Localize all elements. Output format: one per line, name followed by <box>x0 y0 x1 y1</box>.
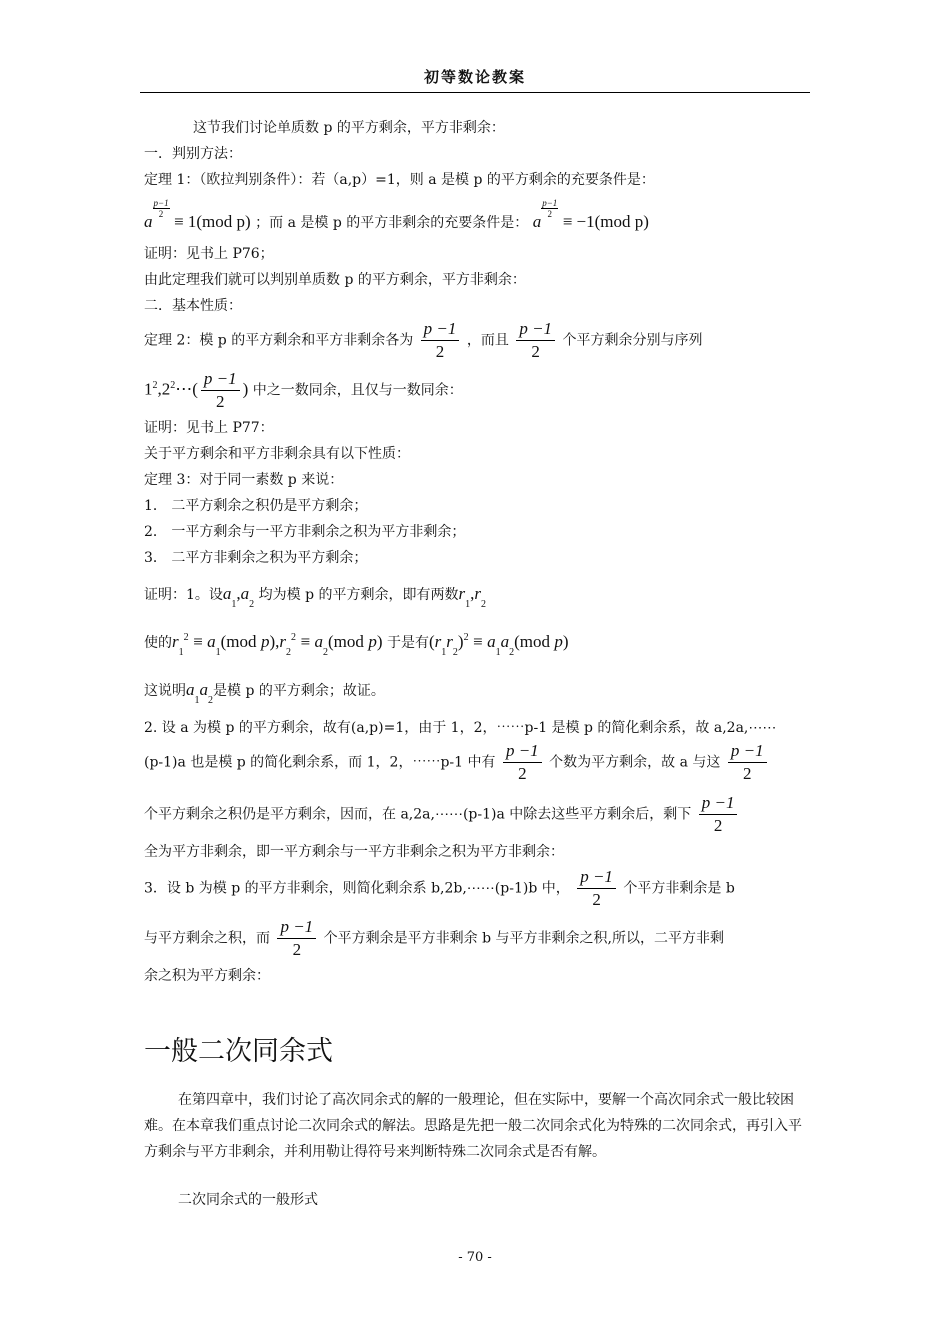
list-item: 2． 一平方剩余与一平方非剩余之积为平方非剩余； <box>144 524 466 540</box>
fraction: $\frac{p -1}{2}$ <box>277 916 316 961</box>
page-number: - 70 - <box>458 1250 492 1265</box>
part-2-line-4: 全为平方非剩余，即一平方剩余与一平方非剩余之积为平方非剩余： <box>144 844 564 860</box>
consequence-text: 由此定理我们就可以判别单质数 p 的平方剩余，平方非剩余： <box>144 272 526 288</box>
fraction: $\frac{p -1}{2}$ <box>577 866 616 911</box>
formula-base: a <box>144 212 153 231</box>
subheading: 二次同余式的一般形式 <box>178 1192 318 1208</box>
fraction: $\frac{p -1}{2}$ <box>728 740 767 785</box>
section-heading-properties: 二．基本性质： <box>144 298 242 314</box>
part-2-line-2: (p-1)a 也是模 p 的简化剩余系，而 1，2，⋯⋯p-1 中有 $\frac{p -1}{2}$ 个数为平方剩余，故 a 与这 $\frac{p -1}{2}$ <box>144 740 770 785</box>
fraction: $\frac{p -1}{2}$ <box>201 368 240 413</box>
properties-intro: 关于平方剩余和平方非剩余具有以下性质： <box>144 446 410 462</box>
section-title: 一般二次同余式 <box>144 1036 333 1067</box>
fraction: $\frac{p -1}{2}$ <box>516 318 555 363</box>
formula-middle-text: ；而 a 是模 p 的平方非剩余的充要条件是： <box>255 215 529 231</box>
fraction: $\frac{p -1}{2}$ <box>421 318 460 363</box>
part-3-line-3: 余之积为平方剩余： <box>144 968 270 984</box>
page-header: 初等数论教案 <box>140 64 810 93</box>
part-3-line-2: 与平方剩余之积，而 $\frac{p -1}{2}$ 个平方剩余是平方非剩余 b 与平方非剩余之积,所以，二平方非剩 <box>144 917 724 959</box>
proof-2: 证明：见书上 P77： <box>144 420 274 436</box>
theorem-2-sequence: $1^2,2^2\cdots$( $\frac{p -1}{2}$ ) 中之一数同余，且仅与一数同余： <box>144 369 463 411</box>
body-paragraph: 在第四章中，我们讨论了高次同余式的解的一般理论，但在实际中，要解一个高次同余式一般比较困难。在本章我们重点讨论二次同余式的解法。思路是先把一般二次同余式化为特殊的二次同余式，再引入平方剩余与平方非剩余，并利用勒让得符号来判断特殊二次同余式是否有解。 <box>144 1092 802 1160</box>
part-2-line-3: 个平方剩余之积仍是平方剩余，因而，在 a,2a,⋯⋯(p-1)a 中除去这些平方剩余后，剩下 $\frac{p -1}{2}$ <box>144 792 740 837</box>
formula-exponent: $\frac{p-1}{2}$ <box>153 198 169 219</box>
fraction: $\frac{p -1}{2}$ <box>503 740 542 785</box>
part-3-line-1: 3．设 b 为模 p 的平方非剩余，则简化剩余系 b,2b,⋯⋯(p-1)b 中， $\frac{p -1}{2}$ 个平方非剩余是 b <box>144 867 735 909</box>
proof-1: 证明：见书上 P76； <box>144 246 274 262</box>
list-item: 1． 二平方剩余之积仍是平方剩余； <box>144 498 368 514</box>
part-2-line-1: 2. 设 a 为模 p 的平方剩余，故有(a,p)=1，由于 1，2，⋯⋯p-1 是模 p 的简化剩余系，故 a,2a,⋯⋯ <box>144 720 777 736</box>
intro-text: 这节我们讨论单质数 p 的平方剩余，平方非剩余： <box>193 120 505 136</box>
section-heading-criteria: 一．判别方法： <box>144 146 242 162</box>
theorem-1: 定理 1：（欧拉判别条件）：若（a,p）=1，则 a 是模 p 的平方剩余的充要条件是： <box>144 172 655 188</box>
list-item: 3． 二平方非剩余之积为平方剩余； <box>144 550 368 566</box>
theorem-2: 定理 2：模 p 的平方剩余和平方非剩余各为 $\frac{p -1}{2}$ ，而且 $\frac{p -1}{2}$ 个平方剩余分别与序列 <box>144 319 703 361</box>
congruence-residue: ≡ 1(mod p) <box>174 212 251 231</box>
proof-3-line-1: 证明：1。设$a_1,a_2$ 均为模 p 的平方剩余，即有两数$r_1,r_2$ <box>144 584 486 610</box>
fraction: $\frac{p -1}{2}$ <box>699 792 738 837</box>
theorem-3: 定理 3：对于同一素数 p 来说： <box>144 472 344 488</box>
congruence-nonresidue: ≡ −1(mod p) <box>562 212 649 231</box>
theorem-1-formula: a $\frac{p-1}{2}$ ≡ 1(mod p) ；而 a 是模 p 的平方非剩余的充要条件是： a $\frac{p-1}{2}$ ≡ −1(mod p) <box>144 198 649 231</box>
proof-3-line-2: 使的$r_1^2 \equiv a_1(mod$ $p),r_2^2 \equiv a_2(mod$ p) 于是有$(r_1r_2)^2 \equiv a_1a_2(mod$ p) <box>144 632 569 658</box>
proof-3-line-3: 这说明$a_1a_2$是模 p 的平方剩余；故证。 <box>144 680 385 706</box>
